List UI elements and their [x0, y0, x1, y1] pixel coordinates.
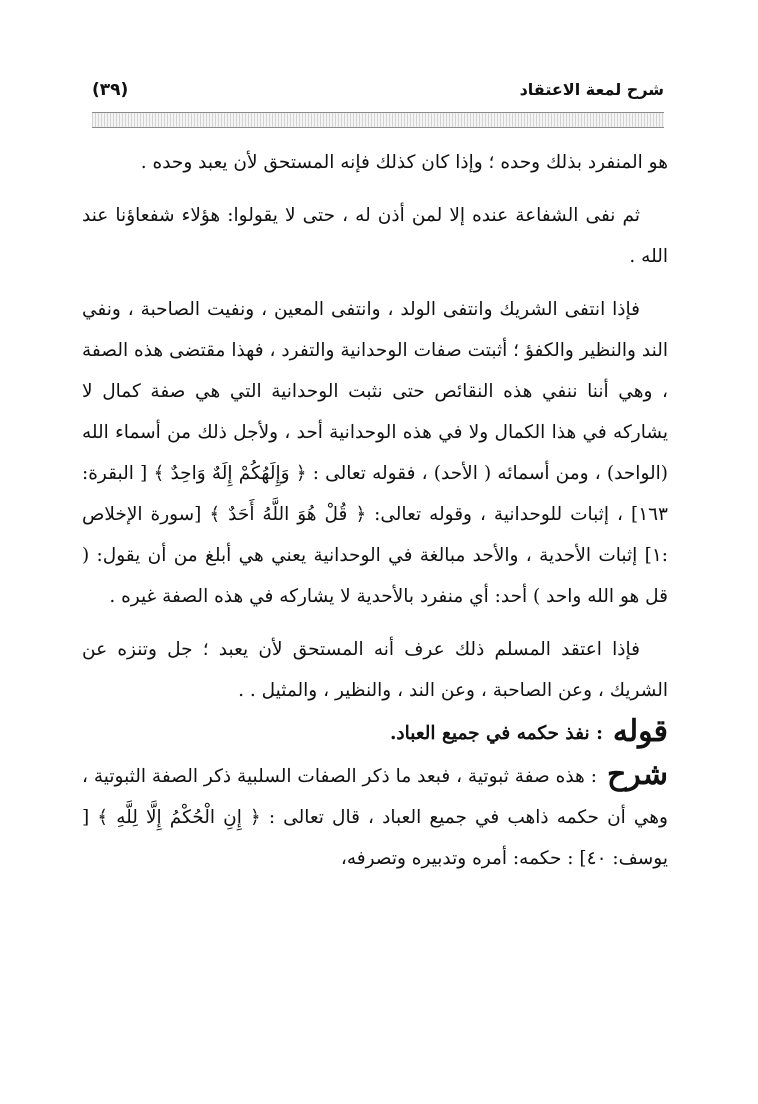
page-body	[82, 142, 668, 879]
paragraph-1: هو المنفرد بذلك وحده ؛ وإذا كان كذلك فإنه المستحق لأن يعبد وحده .	[140, 152, 668, 173]
running-title: شرح لمعة الاعتقاد	[519, 80, 664, 99]
header-rule	[92, 112, 664, 128]
page-number: (٣٩)	[92, 80, 129, 100]
sharh-paragraph	[82, 754, 668, 879]
qawluhu-text: : نفذ حكمه في جميع العباد.	[389, 723, 603, 744]
qawluhu-line	[82, 711, 668, 754]
paragraph-4: فإذا اعتقد المسلم ذلك عرف أنه المستحق لأن يعبد ؛ جل وتنزه عن الشريك ، وعن الصاحبة ، وعن الند ، والنظير ، والمثيل . .	[82, 639, 668, 701]
qawluhu-marker: قوله	[612, 714, 668, 749]
page-header	[92, 78, 664, 106]
paragraph-2: ثم نفى الشفاعة عنده إلا لمن أذن له ، حتى لا يقولوا: هؤلاء شفعاؤنا عند الله .	[82, 205, 668, 267]
sharh-text: : هذه صفة ثبوتية ، فبعد ما ذكر الصفات السلبية ذكر الصفة الثبوتية ، وهي أن حكمه ذاهب في جميع العباد ، قال تعالى : ﴿ إِنِ الْحُكْمُ إِلَّا لِلَّهِ ﴾ [ يوسف: ٤٠] : حكمه: أمره وتدبيره وتصرفه،	[82, 766, 668, 869]
paragraph-3: فإذا انتفى الشريك وانتفى الولد ، وانتفى المعين ، ونفيت الصاحبة ، ونفي الند والنظير والكفؤ ؛ أثبتت صفات الوحدانية والتفرد ، فهذا مقتضى هذه الصفة ، وهي أننا ننفي هذه النقائص حتى نثبت الوحدانية التي هي صفة كمال لا يشاركه في هذا الكمال ولا في هذه الوحدانية أحد ، ولأجل ذلك من أسماء الله (الواحد) ، ومن أسمائه ( الأحد) ، فقوله تعالى : ﴿ وَإِلَهُكُمْ إِلَهٌ وَاحِدٌ ﴾ [ البقرة: ١٦٣] ، إثبات للوحدانية ، وقوله تعالى: ﴿ قُلْ هُوَ اللَّهُ أَحَدٌ ﴾ [سورة الإخلاص :١] إثبات الأحدية ، والأحد مبالغة في الوحدانية يعني هي أبلغ من أن يقول: ( قل هو الله واحد ) أحد: أي منفرد بالأحدية لا يشاركه في هذه الصفة غيره .	[82, 299, 668, 607]
sharh-marker: شرح	[606, 757, 668, 792]
